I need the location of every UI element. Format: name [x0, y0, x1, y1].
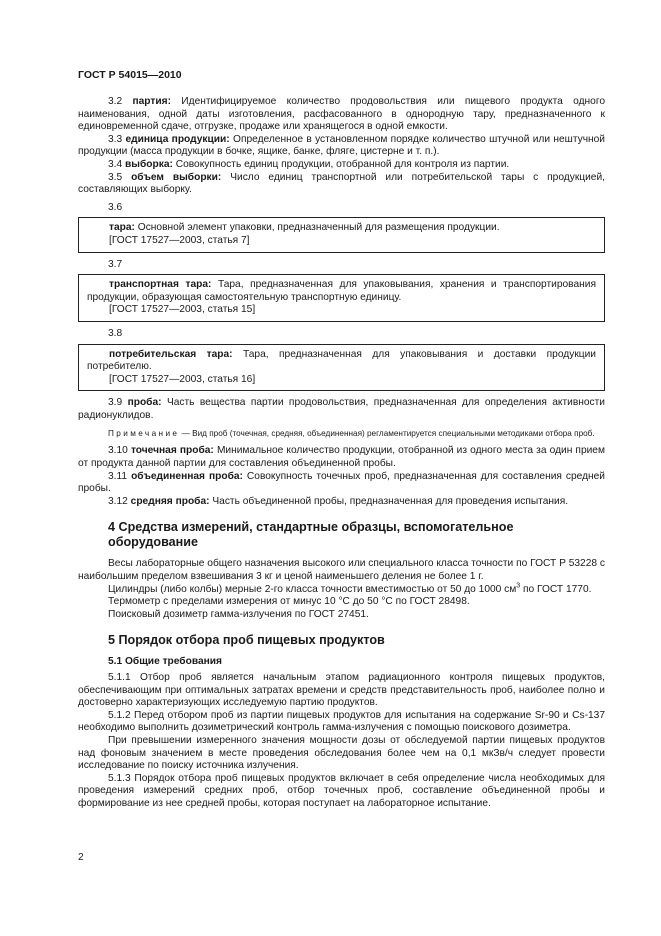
def-term: объединенная проба:	[131, 470, 243, 482]
definition-3-2	[78, 96, 605, 134]
def-number: 3.2	[108, 96, 123, 107]
def-text: Основной элемент упаковки, предназначенный для размещения продукции.	[137, 222, 500, 234]
def-number: 3.5	[108, 171, 123, 183]
definition-3-3	[78, 134, 605, 159]
def-number: 3.12	[108, 495, 128, 507]
def-text: Совокупность единиц продукции, отобранной для контроля из партии.	[175, 158, 510, 170]
def-term: транспортная тара:	[109, 279, 212, 291]
def-term: объем выборки:	[131, 171, 222, 183]
def-number: 3.11	[108, 470, 128, 482]
def-number: 3.3	[108, 133, 123, 145]
text-part: по ГОСТ 1770.	[520, 583, 592, 595]
def-number: 3.10	[108, 445, 128, 457]
page-number: 2	[78, 852, 84, 863]
text-part: Цилиндры (либо колбы) мерные 2-го класса точности вместимостью от 50 до 1000 см	[108, 583, 517, 595]
heading-line: оборудование	[108, 535, 199, 550]
note	[78, 428, 605, 439]
def-text: Определенное в установленном порядке количество штучной или нештучной продукции (масса продукции в бочке, ящике, банке, фляге, цистерне и т. п.).	[78, 133, 605, 158]
def-term: средняя проба:	[130, 495, 210, 507]
def-term: выборка:	[125, 158, 173, 170]
box-text	[87, 222, 596, 235]
heading-line: 4 Средства измерений, стандартные образцы, вспомогательное	[108, 520, 514, 535]
note-label: Примечание	[108, 429, 180, 439]
def-number: 3.9	[108, 397, 123, 409]
def-term: тара:	[109, 222, 135, 234]
definition-3-10	[78, 445, 605, 470]
section-5-heading: 5 Порядок отбора проб пищевых продуктов	[108, 633, 385, 648]
definition-3-9	[78, 397, 605, 422]
def-text: Идентифицируемое количество продовольствия или пищевого продукта одного наименования, одной даты изготовления, расфасованного в однородную тару, предназначенного к единовременной сдаче, отгрузке, продаже или хранящегося в одной емкости.	[78, 96, 605, 133]
def-text: Тара, предназначенная для упаковывания, хранения и транспортирования продукции, образующая самостоятельную транспортную единицу.	[87, 279, 596, 303]
section-4-heading	[78, 520, 605, 550]
definition-number-3-6: 3.6	[108, 201, 123, 213]
def-term: точечная проба:	[130, 445, 214, 457]
paragraph-5-1-2-continued: При превышении измеренного значения мощности дозы от обследуемой партии пищевых продуктов над фоновым значением в месте проведения обследования более чем на 0,1 мкЗв/ч следует провести исследование по поиску источника излучения.	[78, 734, 605, 772]
def-term: потребительская тара:	[109, 348, 233, 360]
definition-3-5	[78, 172, 605, 197]
definition-box-3-7	[78, 274, 605, 322]
def-term: проба:	[127, 397, 162, 409]
box-text	[87, 349, 596, 374]
section-4-paragraph: Поисковый дозиметр гамма-излучения по ГОСТ 27451.	[108, 608, 369, 620]
definition-box-3-8	[78, 344, 605, 392]
def-text: Часть объединенной пробы, предназначенная для проведения испытания.	[212, 495, 569, 507]
definition-box-3-6	[78, 217, 605, 252]
box-reference: [ГОСТ 17527—2003, статья 7]	[109, 234, 250, 246]
box-reference: [ГОСТ 17527—2003, статья 15]	[109, 304, 256, 316]
section-4-paragraph: Термометр с пределами измерения от минус 10 °С до 50 °С по ГОСТ 28498.	[108, 596, 470, 608]
box-reference: [ГОСТ 17527—2003, статья 16]	[109, 373, 256, 385]
paragraph-5-1-3: 5.1.3 Порядок отбора проб пищевых продуктов включает в себя определение числа необходимых для проведения измерений средних проб, отбор точечных проб, составление объединенной пробы и формирование из нее средней пробы, которая поступает на лабораторное испытание.	[78, 772, 605, 809]
def-text: Число единиц транспортной или потребительской тары с продукцией, составляющих выборку.	[78, 171, 605, 196]
section-4-paragraph	[78, 584, 605, 597]
def-number: 3.4	[108, 158, 123, 170]
def-text: Тара, предназначенная для упаковывания и доставки продукции потребителю.	[87, 348, 596, 373]
subsection-5-1-heading: 5.1 Общие требования	[108, 656, 222, 668]
superscript: 3	[516, 582, 521, 590]
definition-number-3-8: 3.8	[108, 327, 123, 339]
document-header: ГОСТ Р 54015—2010	[78, 69, 182, 81]
def-term: единица продукции:	[125, 133, 230, 145]
def-text: Минимальное количество продукции, отобранной из одного места за один прием от продукта данной партии для составления объединенной пробы.	[78, 445, 605, 470]
def-text: Часть вещества партии продовольствия, предназначенная для определения активности радионуклидов.	[78, 397, 605, 421]
document-body	[78, 96, 605, 811]
note-text: — Вид проб (точечная, средняя, объединенная) регламентируется специальными методиками отбора проб.	[181, 429, 595, 439]
paragraph-5-1-1: 5.1.1 Отбор проб является начальным этапом радиационного контроля пищевых продуктов, обеспечивающим при оптимальных затратах времени и средств представительность проб, наиболее полно и достоверно характеризующих исследуемую партию продуктов.	[78, 672, 605, 709]
box-text	[87, 279, 596, 304]
paragraph-5-1-2: 5.1.2 Перед отбором проб из партии пищевых продуктов для испытания на содержание Sr-90 и Cs-137 необходимо выполнить дозиметрический контроль гамма-излучения с помощью поискового дозиметра.	[78, 709, 605, 734]
definition-3-11	[78, 471, 605, 496]
def-text: Совокупность точечных проб, предназначенная для составления средней пробы.	[78, 470, 605, 495]
definition-3-4	[78, 159, 605, 172]
definition-number-3-7: 3.7	[108, 258, 123, 270]
def-term: партия:	[132, 96, 171, 107]
definition-3-12	[78, 496, 605, 509]
section-4-paragraph: Весы лабораторные общего назначения высокого или специального класса точности по ГОСТ Р 53228 с наибольшим пределом взвешивания 3 кг и ценой наименьшего деления не более 1 г.	[78, 558, 605, 583]
